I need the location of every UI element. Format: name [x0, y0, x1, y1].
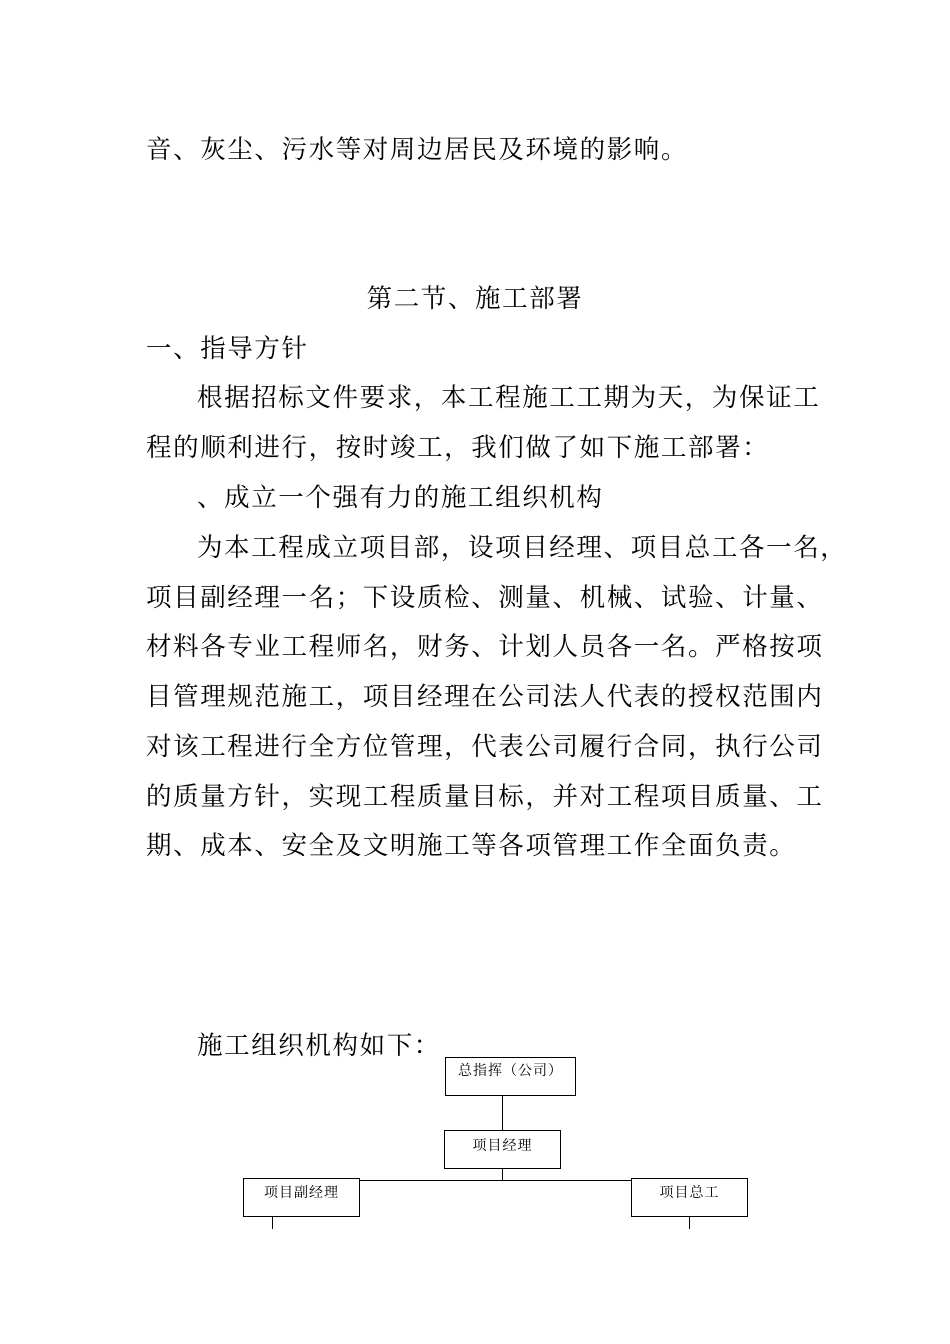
- paragraph-line: 的质量方针，实现工程质量目标，并对工程项目质量、工: [146, 782, 824, 812]
- connector-deputy-down: [272, 1215, 273, 1229]
- paragraph-line: 目管理规范施工，项目经理在公司法人代表的授权范围内: [146, 682, 824, 712]
- paragraph-line: 为本工程成立项目部，设项目经理、项目总工各一名，: [197, 533, 848, 563]
- org-box-manager: 项目经理: [444, 1130, 561, 1169]
- connector-top: [502, 1095, 503, 1130]
- org-box-chief-engineer: 项目总工: [631, 1178, 748, 1217]
- paragraph-line: 根据招标文件要求，本工程施工工期为天，为保证工: [197, 383, 821, 413]
- org-chart-caption: 施工组织机构如下：: [197, 1031, 441, 1061]
- org-box-commander: 总指挥（公司）: [445, 1057, 576, 1096]
- paragraph-line: 期、成本、安全及文明施工等各项管理工作全面负责。: [146, 831, 797, 861]
- section-title: 第二节、施工部署: [366, 284, 584, 314]
- connector-chief-down: [689, 1215, 690, 1229]
- subsection-heading: 一、指导方针: [146, 334, 309, 364]
- paragraph-line: 材料各专业工程师名，财务、计划人员各一名。严格按项: [146, 632, 824, 662]
- org-box-deputy: 项目副经理: [243, 1178, 360, 1217]
- paragraph-continuation: 音、灰尘、污水等对周边居民及环境的影响。: [146, 135, 689, 165]
- connector-horizontal: [360, 1180, 632, 1181]
- connector-manager: [502, 1168, 503, 1180]
- paragraph-line: 程的顺利进行，按时竣工，我们做了如下施工部署：: [146, 433, 770, 463]
- list-heading: 、成立一个强有力的施工组织机构: [197, 483, 604, 513]
- paragraph-line: 对该工程进行全方位管理，代表公司履行合同，执行公司: [146, 732, 824, 762]
- paragraph-line: 项目副经理一名；下设质检、测量、机械、试验、计量、: [146, 583, 824, 613]
